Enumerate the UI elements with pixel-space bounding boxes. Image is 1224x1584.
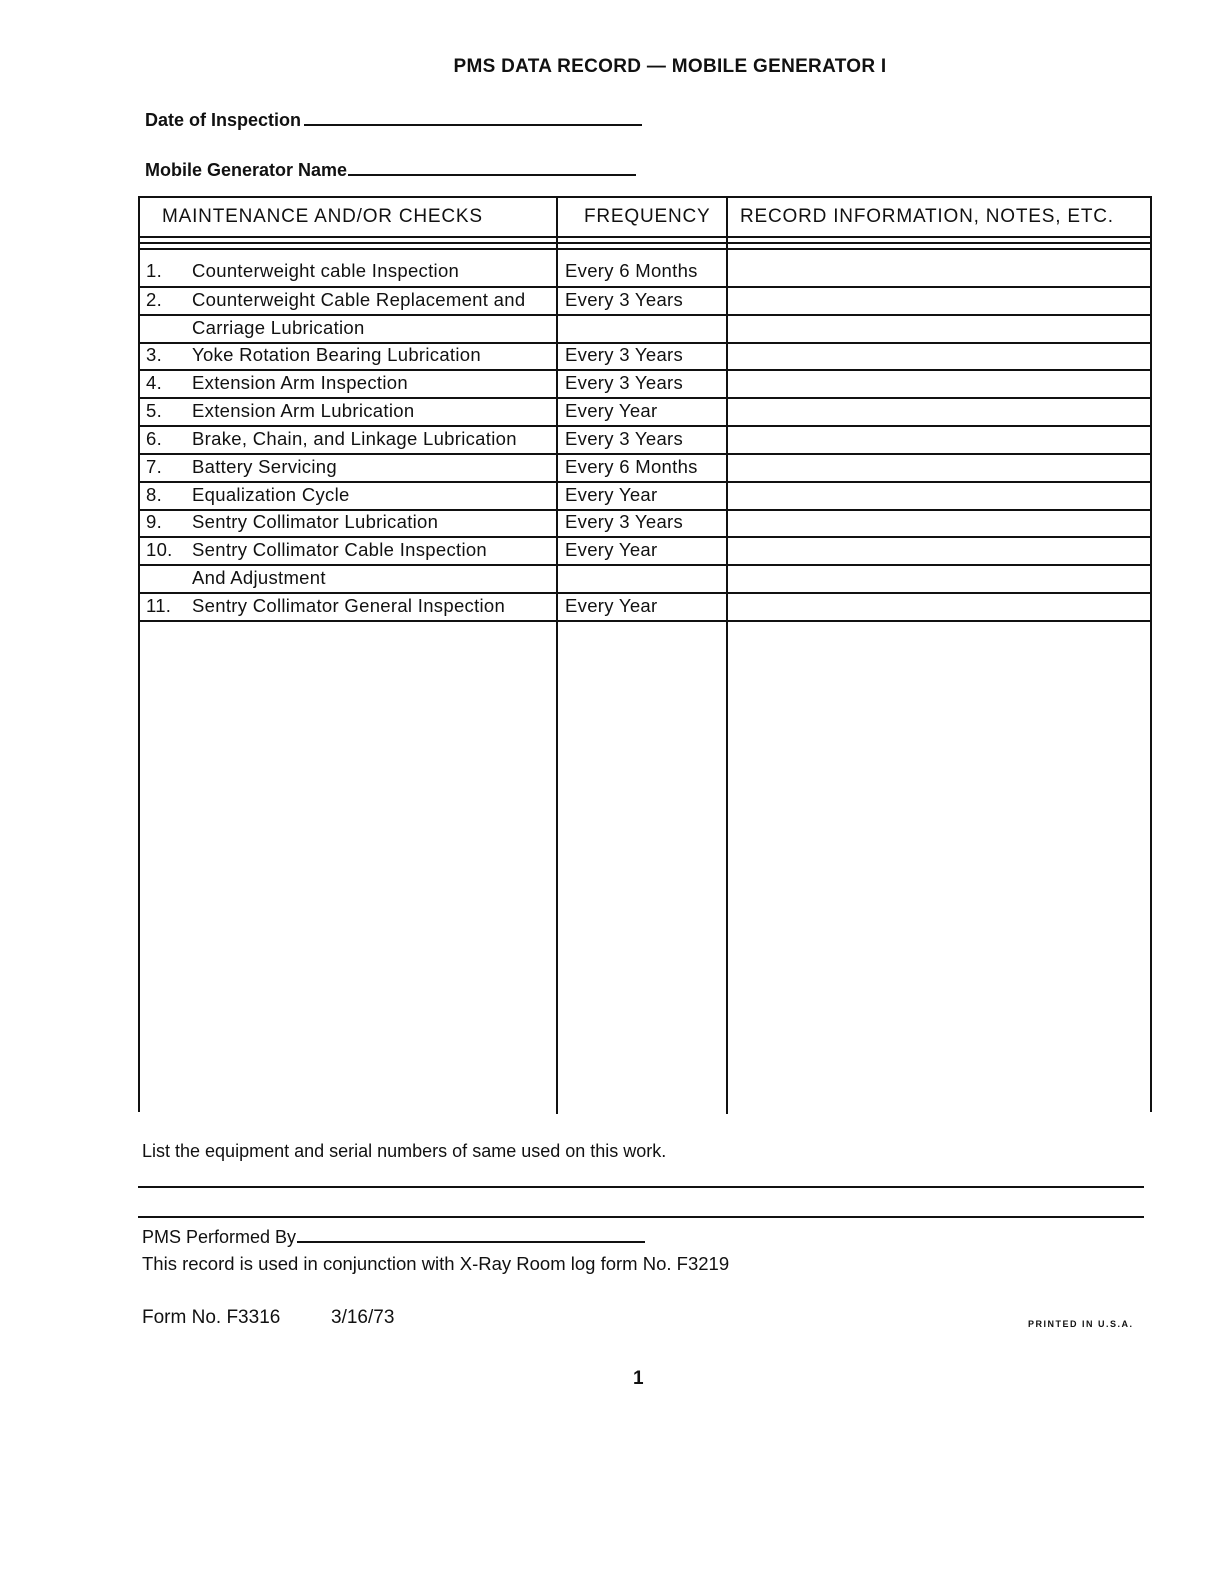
performed-by-blank[interactable] — [297, 1225, 645, 1243]
row-number: 2. — [146, 289, 163, 310]
header-record-info: RECORD INFORMATION, NOTES, ETC. — [740, 206, 1114, 227]
date-of-inspection-label: Date of Inspection — [145, 110, 302, 130]
row-rule — [140, 425, 1150, 427]
form-number: Form No. F3316 — [142, 1307, 281, 1328]
row-rule — [140, 397, 1150, 399]
row-number: 4. — [146, 372, 163, 393]
row-number: 3. — [146, 344, 163, 365]
row-rule — [140, 286, 1150, 288]
row-rule — [140, 248, 1150, 250]
form-date: 3/16/73 — [331, 1307, 395, 1328]
row-rule — [140, 564, 1150, 566]
row-task: Sentry Collimator Cable Inspection — [192, 539, 488, 560]
printed-in-usa: PRINTED IN U.S.A. — [1028, 1319, 1134, 1329]
row-number: 8. — [146, 484, 163, 505]
row-rule — [140, 369, 1150, 371]
row-frequency: Every Year — [565, 484, 658, 505]
row-task: Carriage Lubrication — [192, 317, 365, 338]
row-task: Extension Arm Lubrication — [192, 400, 415, 421]
equipment-note: List the equipment and serial numbers of same used on this work. — [142, 1141, 667, 1161]
header-maintenance: MAINTENANCE AND/OR CHECKS — [162, 206, 483, 227]
row-frequency: Every 6 Months — [565, 260, 698, 281]
row-number: 11. — [146, 595, 172, 616]
conjunction-note: This record is used in conjunction with X-Ray Room log form No. F3219 — [142, 1253, 730, 1274]
page-title: PMS DATA RECORD — MOBILE GENERATOR I — [453, 56, 887, 77]
row-rule — [140, 481, 1150, 483]
row-rule — [140, 536, 1150, 538]
header-frequency: FREQUENCY — [584, 206, 711, 227]
generator-name-field — [145, 158, 636, 181]
row-frequency: Every Year — [565, 539, 658, 560]
row-rule — [140, 592, 1150, 594]
row-task: Sentry Collimator General Inspection — [192, 595, 506, 616]
row-number: 1. — [146, 260, 163, 281]
row-frequency: Every 3 Years — [565, 289, 684, 310]
column-divider — [726, 198, 728, 1114]
row-number: 5. — [146, 400, 163, 421]
page-number: 1 — [633, 1368, 644, 1389]
header-rule — [140, 236, 1150, 238]
generator-name-blank[interactable] — [348, 158, 636, 176]
row-frequency: Every 3 Years — [565, 428, 684, 449]
row-task: Extension Arm Inspection — [192, 372, 408, 393]
performed-by-label: PMS Performed By — [142, 1227, 297, 1247]
column-divider — [556, 198, 558, 1114]
row-frequency: Every 6 Months — [565, 456, 698, 477]
date-of-inspection-field — [145, 108, 642, 131]
generator-name-label: Mobile Generator Name — [145, 160, 348, 180]
equipment-line-2[interactable] — [138, 1216, 1144, 1218]
row-task: Brake, Chain, and Linkage Lubrication — [192, 428, 517, 449]
row-task: Equalization Cycle — [192, 484, 350, 505]
row-rule — [140, 620, 1150, 622]
row-rule — [140, 453, 1150, 455]
row-task: Sentry Collimator Lubrication — [192, 511, 439, 532]
row-frequency: Every Year — [565, 595, 658, 616]
row-task: Yoke Rotation Bearing Lubrication — [192, 344, 481, 365]
row-rule — [140, 314, 1150, 316]
row-number: 9. — [146, 511, 163, 532]
row-task: Counterweight Cable Replacement and — [192, 289, 526, 310]
row-frequency: Every 3 Years — [565, 372, 684, 393]
row-frequency: Every 3 Years — [565, 511, 684, 532]
row-number: 6. — [146, 428, 163, 449]
row-task: Battery Servicing — [192, 456, 337, 477]
row-frequency: Every Year — [565, 400, 658, 421]
row-task: And Adjustment — [192, 567, 326, 588]
date-of-inspection-blank[interactable] — [304, 108, 642, 126]
header-rule — [140, 242, 1150, 244]
equipment-line-1[interactable] — [138, 1186, 1144, 1188]
performed-by-field — [142, 1225, 645, 1248]
row-number: 7. — [146, 456, 163, 477]
maintenance-table — [138, 196, 1152, 1112]
row-task: Counterweight cable Inspection — [192, 260, 460, 281]
row-number: 10. — [146, 539, 173, 560]
row-frequency: Every 3 Years — [565, 344, 684, 365]
